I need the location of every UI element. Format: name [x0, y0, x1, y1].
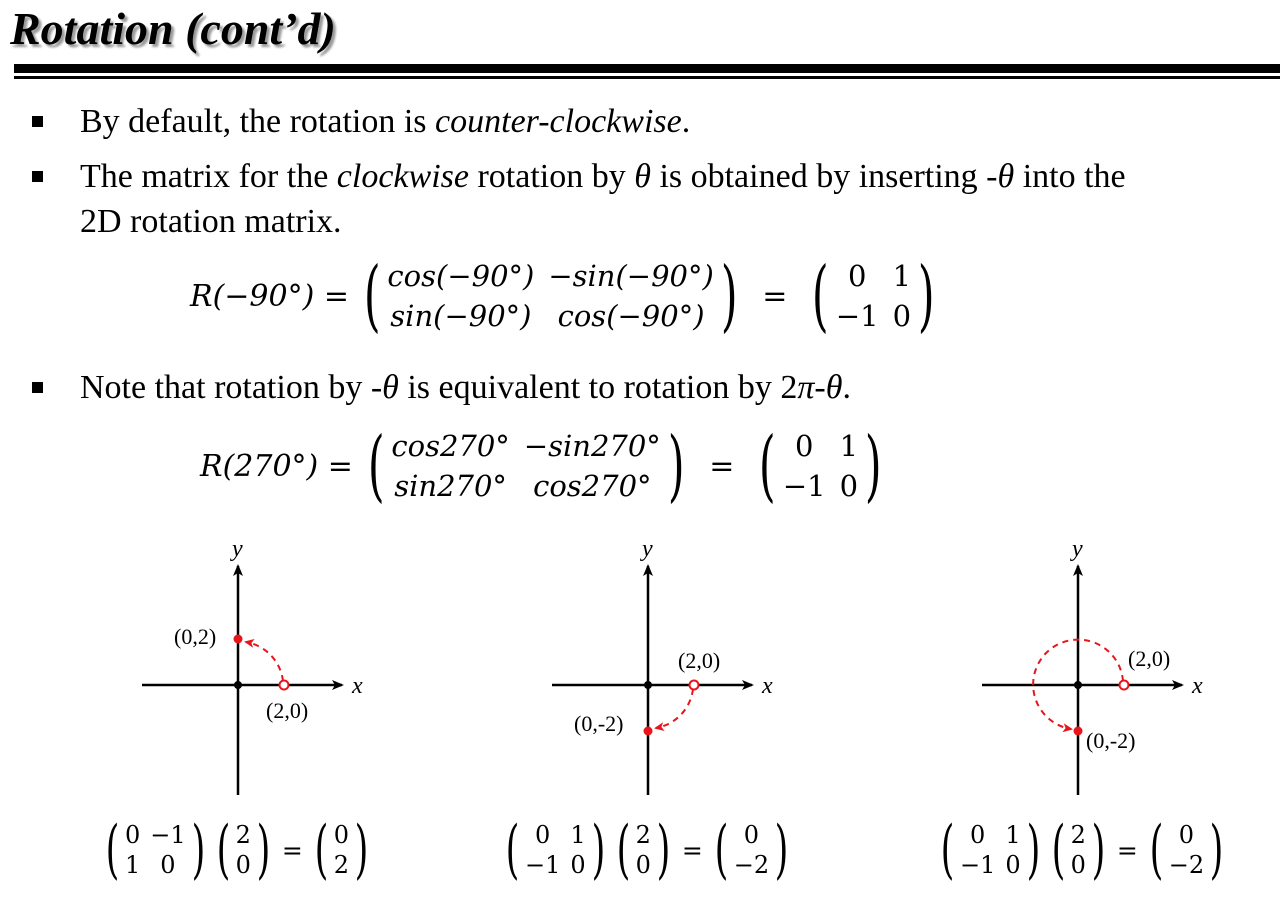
diagram-3-end-point: [1074, 727, 1083, 736]
product-2-r2: −2: [733, 851, 770, 879]
product-2-r1: 0: [743, 821, 760, 849]
eq2-result-right-paren: ): [864, 421, 882, 511]
diagram-1-rotation-arc: [246, 642, 283, 681]
product-3-paren: ): [1209, 813, 1224, 887]
product-3-result: [1169, 820, 1204, 880]
eq2-m12: −sin270°: [523, 429, 661, 463]
eq1-m22: cos(−90°): [557, 299, 705, 333]
bullet-3-mid: is equivalent to rotation by 2: [398, 369, 798, 406]
product-2-v1: 2: [635, 821, 651, 849]
product-3-v2: 0: [1070, 851, 1086, 879]
product-1-paren: (: [216, 813, 230, 887]
diagram-1-y-label: y: [232, 536, 243, 562]
diagram-1-end-point: [234, 635, 243, 644]
bullet-1-post: .: [681, 103, 691, 140]
product-3-a11: 0: [970, 821, 986, 849]
product-3-vector: [1071, 820, 1086, 880]
bullet-2-pre: The matrix for the: [80, 158, 337, 195]
product-2: [500, 810, 794, 890]
diagram-2: [552, 536, 773, 795]
diagram-3-x-label: x: [1192, 673, 1203, 699]
eq2-r12: 1: [839, 429, 859, 463]
product-3-r2: −2: [1168, 851, 1205, 879]
product-1-a11: 0: [124, 821, 141, 849]
eq1-r11: 0: [847, 259, 867, 293]
bullet-1-em: counter-clockwise: [435, 103, 682, 140]
diagram-3-start-label: (2,0): [1128, 646, 1171, 671]
bullet-2-theta2: θ: [997, 158, 1015, 195]
diagram-3-origin: [1074, 681, 1082, 689]
product-1-r1: 0: [333, 821, 350, 849]
bullet-2-post: into the: [1014, 158, 1126, 195]
eq1-r12: 1: [892, 259, 912, 293]
diagram-2-origin: [644, 681, 652, 689]
bullet-1-pre: By default, the rotation is: [80, 103, 436, 140]
product-3-a21: −1: [959, 851, 996, 879]
bullet-3-pre: Note that rotation by -: [80, 369, 383, 406]
diagram-2-end-point: [644, 727, 653, 736]
product-2-a11: 0: [535, 821, 551, 849]
bullet-2-theta1: θ: [634, 158, 651, 195]
eq1-equals: =: [762, 278, 788, 314]
product-1: [100, 810, 374, 890]
eq2-lhs: R(270°) =: [200, 448, 353, 484]
bullet-3-theta2: θ: [825, 369, 843, 406]
eq2-result-left-paren: (: [759, 421, 776, 511]
eq2-m11: cos270°: [391, 429, 510, 463]
eq1-m21: sin(−90°): [390, 299, 532, 333]
product-1-v1: 2: [235, 821, 251, 849]
eq1-r21: −1: [835, 299, 879, 333]
eq1-left-paren: (: [363, 251, 381, 341]
eq2-r11: 0: [794, 429, 814, 463]
bullet-2-line-2-text: 2D rotation matrix.: [80, 203, 342, 240]
product-2-vector: [636, 820, 651, 880]
product-2-v2: 0: [635, 851, 651, 879]
product-1-paren: ): [256, 813, 271, 887]
bullet-3-theta: θ: [382, 369, 399, 406]
diagram-2-start-label: (2,0): [678, 648, 721, 673]
bullet-3-post: .: [842, 369, 851, 406]
bullet-2-mid2: is obtained by inserting -: [650, 158, 998, 195]
product-3-paren: ): [1026, 813, 1040, 887]
eq1-r22: 0: [892, 299, 912, 333]
product-3-r1: 0: [1178, 821, 1195, 849]
diagram-2-start-point: [690, 681, 699, 690]
product-3-paren: (: [1149, 813, 1164, 887]
eq1-m12: −sin(−90°): [548, 259, 714, 293]
diagram-2-y-label: y: [642, 536, 653, 562]
eq2-m22: cos270°: [533, 469, 652, 503]
product-2-a12: 1: [570, 821, 586, 849]
product-3-matrix: [960, 820, 1021, 880]
bullet-2-em: clockwise: [336, 158, 469, 195]
eq1-right-paren: ): [720, 251, 738, 341]
diagram-2-rotation-arc: [656, 689, 693, 728]
diagram-3-end-label: (0,-2): [1086, 728, 1136, 753]
eq2-right-paren: ): [667, 421, 685, 511]
product-2-result: [734, 820, 769, 880]
product-2-paren: (: [505, 813, 520, 887]
product-1-a12: −1: [150, 821, 186, 849]
diagram-2-x-label: x: [762, 673, 773, 699]
product-2-paren: ): [774, 813, 789, 887]
diagram-1-start-point: [280, 681, 289, 690]
eq2-r22: 0: [839, 469, 859, 503]
product-1-paren: ): [191, 813, 205, 887]
diagram-1-end-label: (0,2): [174, 624, 217, 649]
product-2-paren: (: [616, 813, 630, 887]
product-3-paren: (: [940, 813, 955, 887]
product-2-paren: ): [591, 813, 605, 887]
product-1-a22: 0: [160, 851, 176, 879]
eq2-equals: =: [709, 448, 735, 484]
eq1-lhs: R(−90°) =: [190, 278, 349, 314]
product-1-paren: (: [105, 813, 120, 887]
eq1-result-right-paren: ): [917, 251, 935, 341]
product-1-result: [334, 820, 349, 880]
diagram-2-end-label: (0,-2): [574, 711, 624, 736]
product-1-paren: (: [314, 813, 329, 887]
product-2-a21: −1: [524, 851, 561, 879]
bullet-2-mid1: rotation by: [468, 158, 635, 195]
product-2-paren: ): [656, 813, 671, 887]
slide-title: Rotation (cont’d): [10, 3, 336, 54]
eq2-m21: sin270°: [394, 469, 507, 503]
eq1-m11: cos(−90°): [387, 259, 535, 293]
product-1-r2: 2: [333, 851, 350, 879]
diagram-1: [142, 536, 363, 795]
product-2-paren: (: [714, 813, 729, 887]
product-2-a22: 0: [570, 851, 586, 879]
product-1-paren: ): [354, 813, 369, 887]
eq2-r21: −1: [782, 469, 826, 503]
product-1-matrix: [125, 820, 186, 880]
eq1-result-left-paren: (: [812, 251, 829, 341]
bullet-3-dash: -: [814, 369, 826, 406]
diagram-3-start-point: [1120, 681, 1129, 690]
product-1-a21: 1: [124, 851, 141, 879]
bullet-3-pi: π: [797, 369, 815, 406]
product-3-paren: (: [1051, 813, 1065, 887]
eq2-left-paren: (: [367, 421, 385, 511]
diagram-3-y-label: y: [1072, 536, 1083, 562]
diagram-1-start-label: (2,0): [266, 698, 309, 723]
diagram-1-origin: [234, 681, 242, 689]
diagram-3: [982, 536, 1203, 795]
product-2-equals: =: [681, 835, 703, 865]
product-1-equals: =: [281, 835, 303, 865]
product-1-v2: 0: [235, 851, 251, 879]
product-3-v1: 2: [1070, 821, 1086, 849]
product-1-vector: [236, 820, 251, 880]
product-2-matrix: [525, 820, 586, 880]
product-3-a12: 1: [1005, 821, 1021, 849]
product-3-a22: 0: [1005, 851, 1021, 879]
product-3-equals: =: [1116, 835, 1138, 865]
product-3: [935, 810, 1229, 890]
product-3-paren: ): [1091, 813, 1106, 887]
diagram-1-x-label: x: [352, 673, 363, 699]
